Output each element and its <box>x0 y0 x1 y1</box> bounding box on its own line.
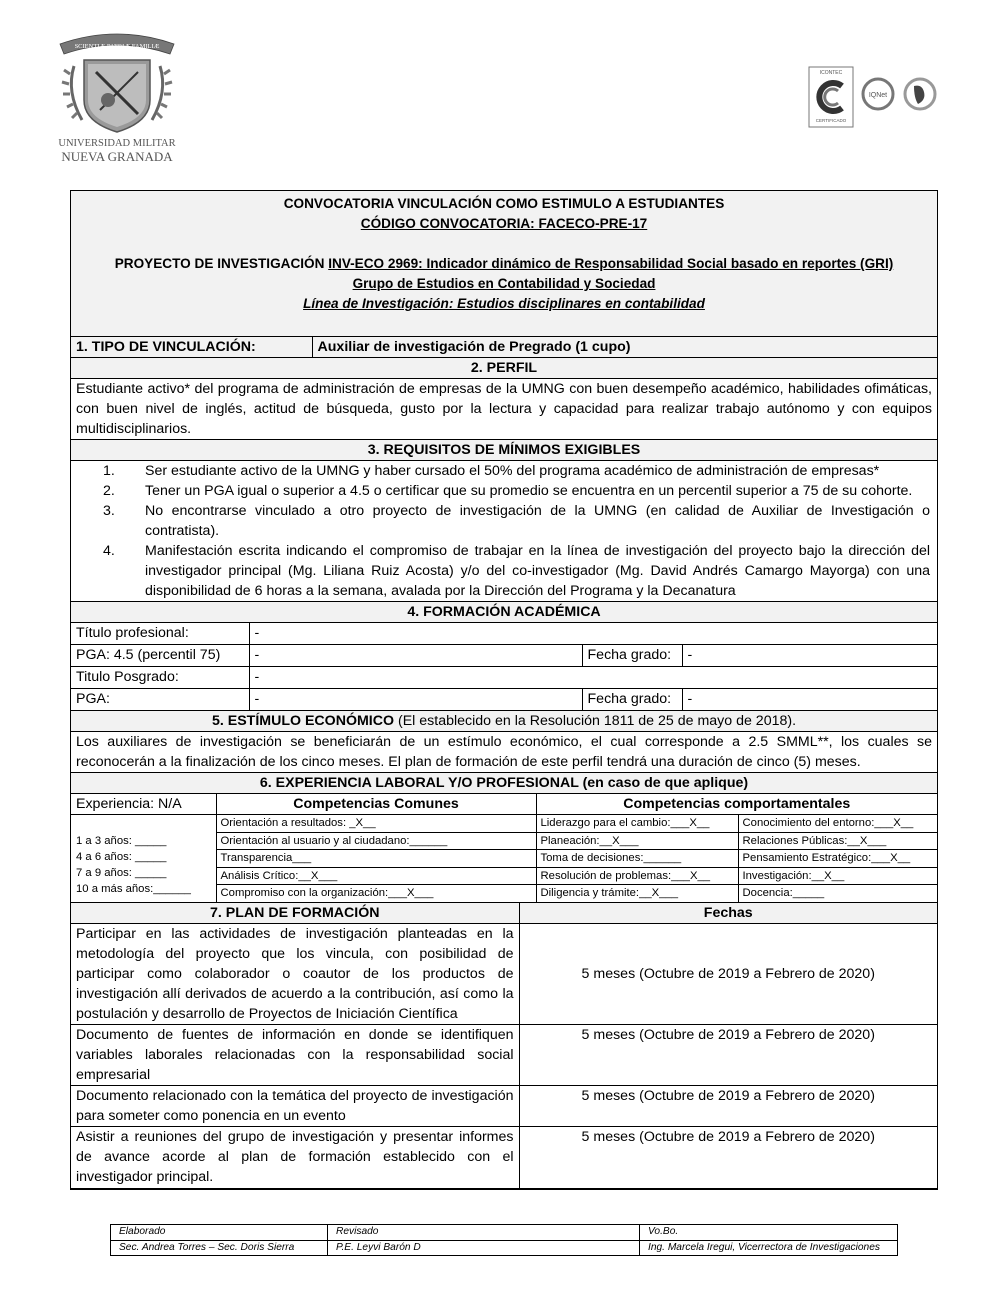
call-code: CÓDIGO CONVOCATORIA: FACECO-PRE-17 <box>360 216 648 231</box>
table-row <box>71 1126 937 1188</box>
main-table <box>71 337 937 794</box>
competencias-comportamentales-header: Competencias comportamentales <box>536 794 937 815</box>
university-logo <box>52 22 182 167</box>
competencia-comportamental: Diligencia y trámite:__X___ <box>536 885 738 903</box>
project-title: INV-ECO 2969: Indicador dinámico de Responsabilidad Social basado en reportes (GRI) <box>328 256 894 271</box>
pga-posgrado-value: - <box>249 689 582 711</box>
project-prefix: PROYECTO DE INVESTIGACIÓN <box>114 256 329 271</box>
university-motto: SCIENTIÆ PATRIÆ FAMILIÆ <box>74 43 160 50</box>
cert-label: CERTIFICADO <box>815 118 847 123</box>
revisado-value: P.E. Leyvi Barón D <box>328 1240 640 1256</box>
document-form <box>70 190 938 1190</box>
competencia-comun: Transparencia___ <box>216 850 536 868</box>
experiencia-range: 10 a más años:______ <box>76 883 191 895</box>
list-item-text: Manifestación escrita indicando el compromiso de trabajar en la línea de investigación del proyecto bajo la dirección del investigador principal (Mg. Liliana Ruiz Acosta) y/o del co-investigador (Mg. David Andrés Camargo Mayorga) con una disponibilidad de 6 horas a la semana, avalada por la Dirección del Programa y la Decanatura <box>145 543 930 599</box>
university-name-line1: UNIVERSIDAD MILITAR <box>58 138 176 149</box>
approval-footer <box>110 1224 898 1256</box>
fecha-grado-value: - <box>682 645 937 667</box>
list-item <box>89 501 932 541</box>
estimulo-title: 5. ESTÍMULO ECONÓMICO <box>211 713 395 729</box>
competencias-comunes-header: Competencias Comunes <box>216 794 536 815</box>
estimulo-note: (El establecido en la Resolución 1811 de 25 de mayo de 2018). <box>394 713 797 729</box>
posgrado-value: - <box>249 667 937 689</box>
list-item <box>89 481 932 501</box>
fecha-grado-label: Fecha grado: <box>582 645 682 667</box>
list-item-number: 1. <box>103 463 115 479</box>
iqnet-label: IQNet <box>868 92 888 99</box>
pga-posgrado-label: PGA: <box>71 689 249 711</box>
tipo-label: 1. TIPO DE VINCULACIÓN: <box>71 337 312 358</box>
perfil-title: 2. PERFIL <box>71 358 937 379</box>
titulo-value: - <box>249 623 937 645</box>
competencia-comportamental: Conocimiento del entorno:___X__ <box>738 815 937 833</box>
certification-logos <box>808 66 954 128</box>
list-item-number: 3. <box>103 503 115 519</box>
competencia-comportamental: Liderazgo para el cambio:___X__ <box>536 815 738 833</box>
competencia-comun: Compromiso con la organización:___X___ <box>216 885 536 903</box>
document-header <box>71 191 937 337</box>
revisado-header: Revisado <box>328 1225 640 1241</box>
icontec-label: ICONTEC <box>819 70 843 76</box>
plan-title: 7. PLAN DE FORMACIÓN <box>71 903 519 924</box>
experiencia-table <box>71 794 937 903</box>
vobo-header: Vo.Bo. <box>640 1225 898 1241</box>
research-group: Grupo de Estudios en Contabilidad y Sociedad <box>352 276 656 291</box>
plan-table <box>71 903 937 1189</box>
pga-label: PGA: 4.5 (percentil 75) <box>71 645 249 667</box>
competencia-comportamental: Investigación:__X__ <box>738 867 937 885</box>
elaborado-header: Elaborado <box>111 1225 328 1241</box>
plan-activity: Asistir a reuniones del grupo de investigación y presentar informes de avance acorde al plan de formación establecido con el investigador principal. <box>71 1126 519 1188</box>
formacion-title: 4. FORMACIÓN ACADÉMICA <box>71 602 937 623</box>
perfil-text: Estudiante activo* del programa de administración de empresas de la UMNG con buen desempeño académico, habilidades ofimáticas, con buen nivel de inglés, actitud de búsqueda, gusto por la lectura y capacidad para realizar trabajo autónomo y con equipos multidisciplinarios. <box>71 379 937 440</box>
fechas-header: Fechas <box>519 903 937 924</box>
competencia-comportamental: Toma de decisiones:______ <box>536 850 738 868</box>
pga-value: - <box>249 645 582 667</box>
approval-table <box>110 1224 898 1256</box>
plan-activity: Documento relacionado con la temática del proyecto de investigación para someter como ponencia en un evento <box>71 1085 519 1126</box>
plan-activity: Participar en las actividades de investigación planteadas en la metodología del proyecto que los vincula, con posibilidad de participar como colaborador o coautor de los productos de investigación allí derivados de acuerdo a la contribución, así como la postulación y desarrollo de Proyectos de Iniciación Científica <box>71 923 519 1024</box>
estimulo-title-cell <box>71 711 937 732</box>
requisitos-list-cell <box>71 461 937 602</box>
experiencia-range: 7 a 9 años: _____ <box>76 867 167 879</box>
posgrado-label: Titulo Posgrado: <box>71 667 249 689</box>
research-line: Línea de Investigación: Estudios disciplinares en contabilidad <box>303 296 705 311</box>
list-item <box>89 461 932 481</box>
plan-activity: Documento de fuentes de información en donde se identifiquen variables laborales relacionadas con la responsabilidad social empresarial <box>71 1024 519 1085</box>
experiencia-range: 4 a 6 años: _____ <box>76 851 167 863</box>
elaborado-value: Sec. Andrea Torres – Sec. Doris Sierra <box>111 1240 328 1256</box>
experiencia-label: Experiencia: N/A <box>71 794 216 815</box>
list-item-number: 4. <box>103 543 115 559</box>
list-item-number: 2. <box>103 483 115 499</box>
competencia-comportamental: Resolución de problemas:___X__ <box>536 867 738 885</box>
experiencia-title: 6. EXPERIENCIA LABORAL Y/O PROFESIONAL (en caso de que aplique) <box>71 773 937 794</box>
competencia-comun: Análisis Crítico:__X___ <box>216 867 536 885</box>
estimulo-text: Los auxiliares de investigación se beneficiarán de un estímulo económico, el cual corresponde a 2.5 SMML**, los cuales se reconocerán a la finalización de los cinco meses. El plan de formación de este perfil tendrá una duración de cinco (5) meses. <box>71 732 937 773</box>
competencia-comun: Orientación a resultados: _X__ <box>216 815 536 833</box>
competencia-comun: Orientación al usuario y al ciudadano:______ <box>216 832 536 850</box>
list-item <box>89 541 932 601</box>
list-item-text: No encontrarse vinculado a otro proyecto de investigación de la UMNG (en calidad de Auxiliar de Investigación o contratista). <box>145 503 930 539</box>
requisitos-list <box>71 461 932 601</box>
table-row <box>71 1024 937 1085</box>
plan-date: 5 meses (Octubre de 2019 a Febrero de 2020) <box>519 1024 937 1085</box>
vobo-value: Ing. Marcela Iregui, Vicerrectora de Investigaciones <box>640 1240 898 1256</box>
plan-date: 5 meses (Octubre de 2019 a Febrero de 2020) <box>519 923 937 1024</box>
fecha-grado-posgrado-value: - <box>682 689 937 711</box>
fecha-grado-posgrado-label: Fecha grado: <box>582 689 682 711</box>
requisitos-title: 3. REQUISITOS DE MÍNIMOS EXIGIBLES <box>71 440 937 461</box>
plan-date: 5 meses (Octubre de 2019 a Febrero de 2020) <box>519 1126 937 1188</box>
competencia-comportamental: Pensamiento Estratégico:___X__ <box>738 850 937 868</box>
table-row <box>71 1085 937 1126</box>
experiencia-ranges <box>71 815 216 903</box>
list-item-text: Ser estudiante activo de la UMNG y haber cursado el 50% del programa académico de administración de empresas* <box>145 463 880 479</box>
competencia-comportamental: Planeación:__X___ <box>536 832 738 850</box>
competencia-comportamental: Relaciones Públicas:__X___ <box>738 832 937 850</box>
university-name-line2: NUEVA GRANADA <box>61 149 173 164</box>
plan-date: 5 meses (Octubre de 2019 a Febrero de 2020) <box>519 1085 937 1126</box>
table-row <box>71 923 937 1024</box>
list-item-text: Tener un PGA igual o superior a 4.5 o certificar que su promedio se encuentra en un percentil superior a 75 de su cohorte. <box>145 483 913 499</box>
experiencia-range: 1 a 3 años: _____ <box>76 835 167 847</box>
competencia-comportamental: Docencia:_____ <box>738 885 937 903</box>
titulo-label: Título profesional: <box>71 623 249 645</box>
tipo-value: Auxiliar de investigación de Pregrado (1 cupo) <box>312 337 937 358</box>
project-line <box>75 254 933 274</box>
call-title: CONVOCATORIA VINCULACIÓN COMO ESTIMULO A ESTUDIANTES <box>283 196 725 211</box>
